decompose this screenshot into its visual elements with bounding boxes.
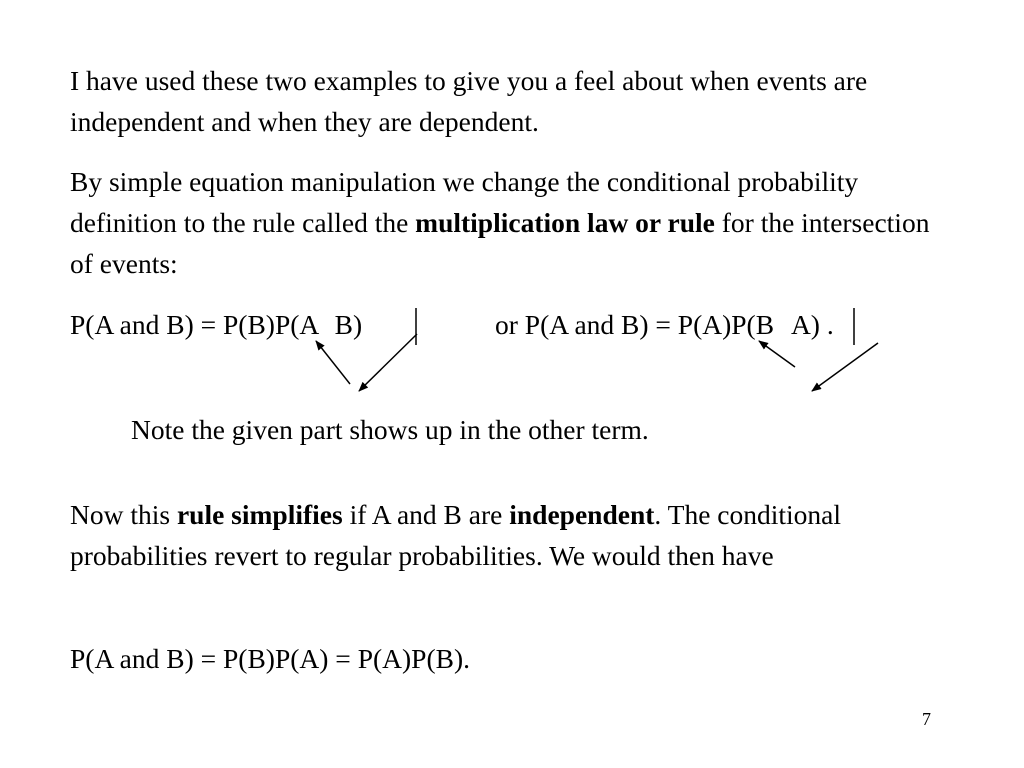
bold-term: rule simplifies xyxy=(176,499,343,530)
arrow-right-1 xyxy=(759,341,795,367)
bold-term: independent xyxy=(509,499,655,530)
arrow-right-2 xyxy=(812,343,878,391)
equation-independent: P(A and B) = P(B)P(A) = P(A)P(B). xyxy=(70,643,470,674)
equation-text: P(A and B) = P(B)P(A xyxy=(70,309,325,340)
paragraph-text: By simple equation manipulation we change the conditional probability definition to the rule called the xyxy=(70,166,859,238)
note-given-part: Note the given part shows up in the other term. xyxy=(131,414,649,445)
paragraph-text: if A and B are xyxy=(342,499,510,530)
arrow-left-1 xyxy=(316,341,350,384)
equation-text: or P(A and B) = P(A)P(B xyxy=(495,309,781,340)
equation-text: A) . xyxy=(790,309,834,340)
paragraph-text: for the intersection of events: xyxy=(70,207,930,279)
equation-text: B) xyxy=(334,309,363,340)
paragraph-rule-simplifies xyxy=(70,494,950,576)
page-number: 7 xyxy=(922,709,931,729)
paragraph-text: Now this xyxy=(70,499,177,530)
bold-term: multiplication law or rule xyxy=(415,207,715,238)
paragraph-independence-intro: I have used these two examples to give you a feel about when events are independent and when they are dependent. xyxy=(70,65,868,137)
arrow-left-2 xyxy=(359,334,417,391)
paragraph-text: . The conditional probabilities revert to regular probabilities. We would then have xyxy=(70,499,842,571)
